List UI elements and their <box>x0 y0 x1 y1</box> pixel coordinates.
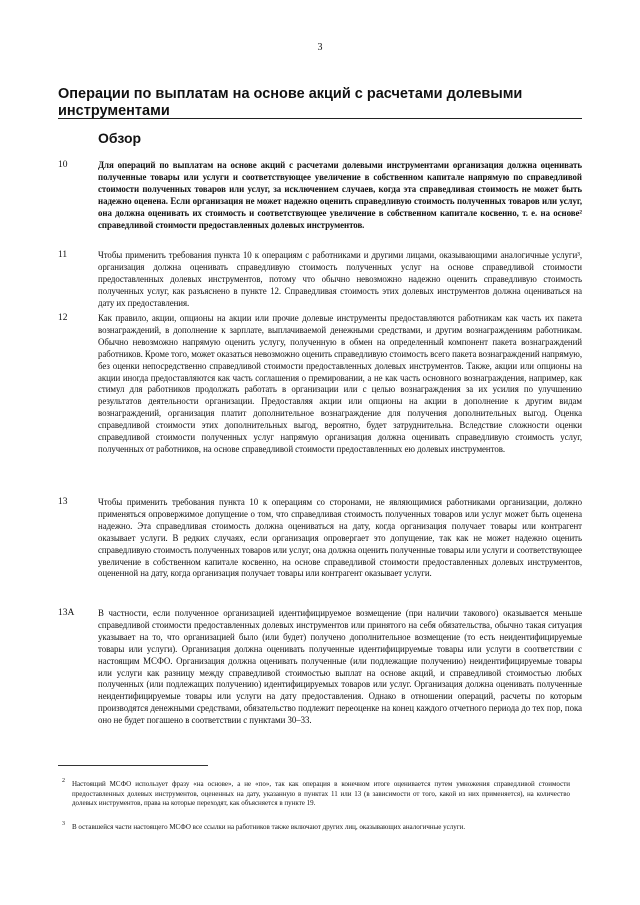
footnote-text: Настоящий МСФО использует фразу «на основе», а не «по», так как операция в конечном итоге оценивается путем умножения справедливой стоимости предоставленных долевых инструментов, оцененных на дату, указанную в пунктах 11 или 13 (в зависимости от того, какой из них применяется), на количество долевых инструментов, права на которые переходят, как объясняется в пункте 19. <box>72 780 570 808</box>
paragraph-text: В частности, если полученное организацией идентифицируемое возмещение (при наличии такового) оказывается меньше справедливой стоимости предоставленных долевых инструментов или принятого на себя обязательства, обычно такая ситуация указывает на то, что организацией было (или будет) получено дополнительное возмещение (то есть неидентифицируемые товары или услуги). Организация должна оценивать полученные идентифицируемые товары или услуги в соответствии с настоящим МСФО. Организация должна оценивать полученные (или подлежащие получению) неидентифицируемые товары или услуги как разницу между справедливой стоимостью выплат на основе акций, и справедливой стоимостью любых полученных (или подлежащих получению) идентифицируемых товаров или услуг. Организация должна оценивать полученные неидентифицируемые товары или услуги на дату предоставления. Однако в отношении операций, расчеты по которым производятся денежными средствами, обязательство подлежит переоценке на конец каждого отчетного периода до тех пор, пока оно не будет погашено в соответствии с пунктами 30–33. <box>98 608 582 726</box>
page-number: 3 <box>317 42 323 53</box>
paragraph-text: Для операций по выплатам на основе акций с расчетами долевыми инструментами организация должна оценивать полученные товары или услуги и соответствующее увеличение в собственном капитале напрямую по справедливой стоимости полученных товаров или услуг, за исключением случаев, когда эта справедливая стоимость не может быть надежно оценена. Если организация не может надежно оценить справедливую стоимость полученных товаров или услуг, она должна оценивать их стоимость и соответствующее увеличение в собственном капитале косвенно, т. е. на основе² справедливой стоимости предоставленных долевых инструментов. <box>98 160 582 230</box>
paragraph-number: 11 <box>58 250 68 260</box>
footnote-divider <box>58 765 208 766</box>
footnote-mark: 3 <box>62 821 65 827</box>
footnote-text: В оставшейся части настоящего МСФО все ссылки на работников также включают других лиц, оказывающих аналогичные услуги. <box>72 823 466 831</box>
footnote-mark: 2 <box>62 778 65 784</box>
paragraph-text: Как правило, акции, опционы на акции или прочие долевые инструменты предоставляются работникам как часть их пакета вознаграждений, в дополнение к зарплате, выплачиваемой денежными средствами, и другим вознаграждениям работникам. Обычно невозможно напрямую оценить услугу, полученную в обмен на определенный компонент пакета вознаграждений работников. Кроме того, может оказаться невозможно оценить справедливую стоимость всего пакета вознаграждений напрямую, без оценки непосредственно справедливой стоимости предоставленных долевых инструментов. Также, акции или опционы на акции иногда предоставляются как часть соглашения о премировании, а не как часть основного вознаграждения, например, как стимул для работников продолжать работать в организации или с целью вознаграждения за их усилия по улучшению результатов деятельности организации. Предоставляя акции или опционы на акции в дополнение к другим видам вознаграждений, организация платит дополнительное вознаграждение для получения дополнительных выгод. Оценка справедливой стоимости этих дополнительных выгод, вероятно, будет затруднительна. Вследствие сложности оценки справедливой стоимости полученных услуг напрямую организация должна оценивать справедливую стоимость услуг, полученных от работников, на основе справедливой стоимости предоставленных ею долевых инструментов. <box>98 313 582 454</box>
paragraph-number: 12 <box>58 313 68 323</box>
title-divider <box>58 118 582 119</box>
paragraph-text: Чтобы применить требования пункта 10 к операциям с работниками и другими лицами, оказывающими аналогичные услуги³, организация должна оценивать справедливую стоимость полученных услуг на основе справедливой стоимости предоставленных долевых инструментов, потому что обычно невозможно надежно оценить справедливую стоимость полученных услуг, как разъяснено в пункте 12. Справедливая стоимость этих долевых инструментов должна оцениваться на дату их предоставления. <box>98 250 582 308</box>
paragraph-number: 10 <box>58 160 68 170</box>
paragraph-text: Чтобы применить требования пункта 10 к операциям со сторонами, не являющимися работниками организации, должно применяться опровержимое допущение о том, что справедливая стоимость полученных товаров или услуг может быть оценена надежно. Эта справедливая стоимость должна оцениваться на дату, когда организация получает товары или контрагент оказывает услуги. В редких случаях, если организация опровергает это допущение, так как не может надежно оценить справедливую стоимость полученных товаров или услуг, она должна оценить полученные товары или услуги и соответствующее увеличение в собственном капитале косвенно, на основе справедливой стоимости предоставленных долевых инструментов, оцененной на дату, когда организация получает товары или контрагент оказывает услуги. <box>98 497 582 579</box>
subtitle: Обзор <box>98 130 142 146</box>
section-title: Операции по выплатам на основе акций с расчетами долевыми инструментами <box>58 86 523 119</box>
paragraph-number: 13А <box>58 608 75 618</box>
paragraph-number: 13 <box>58 497 68 507</box>
